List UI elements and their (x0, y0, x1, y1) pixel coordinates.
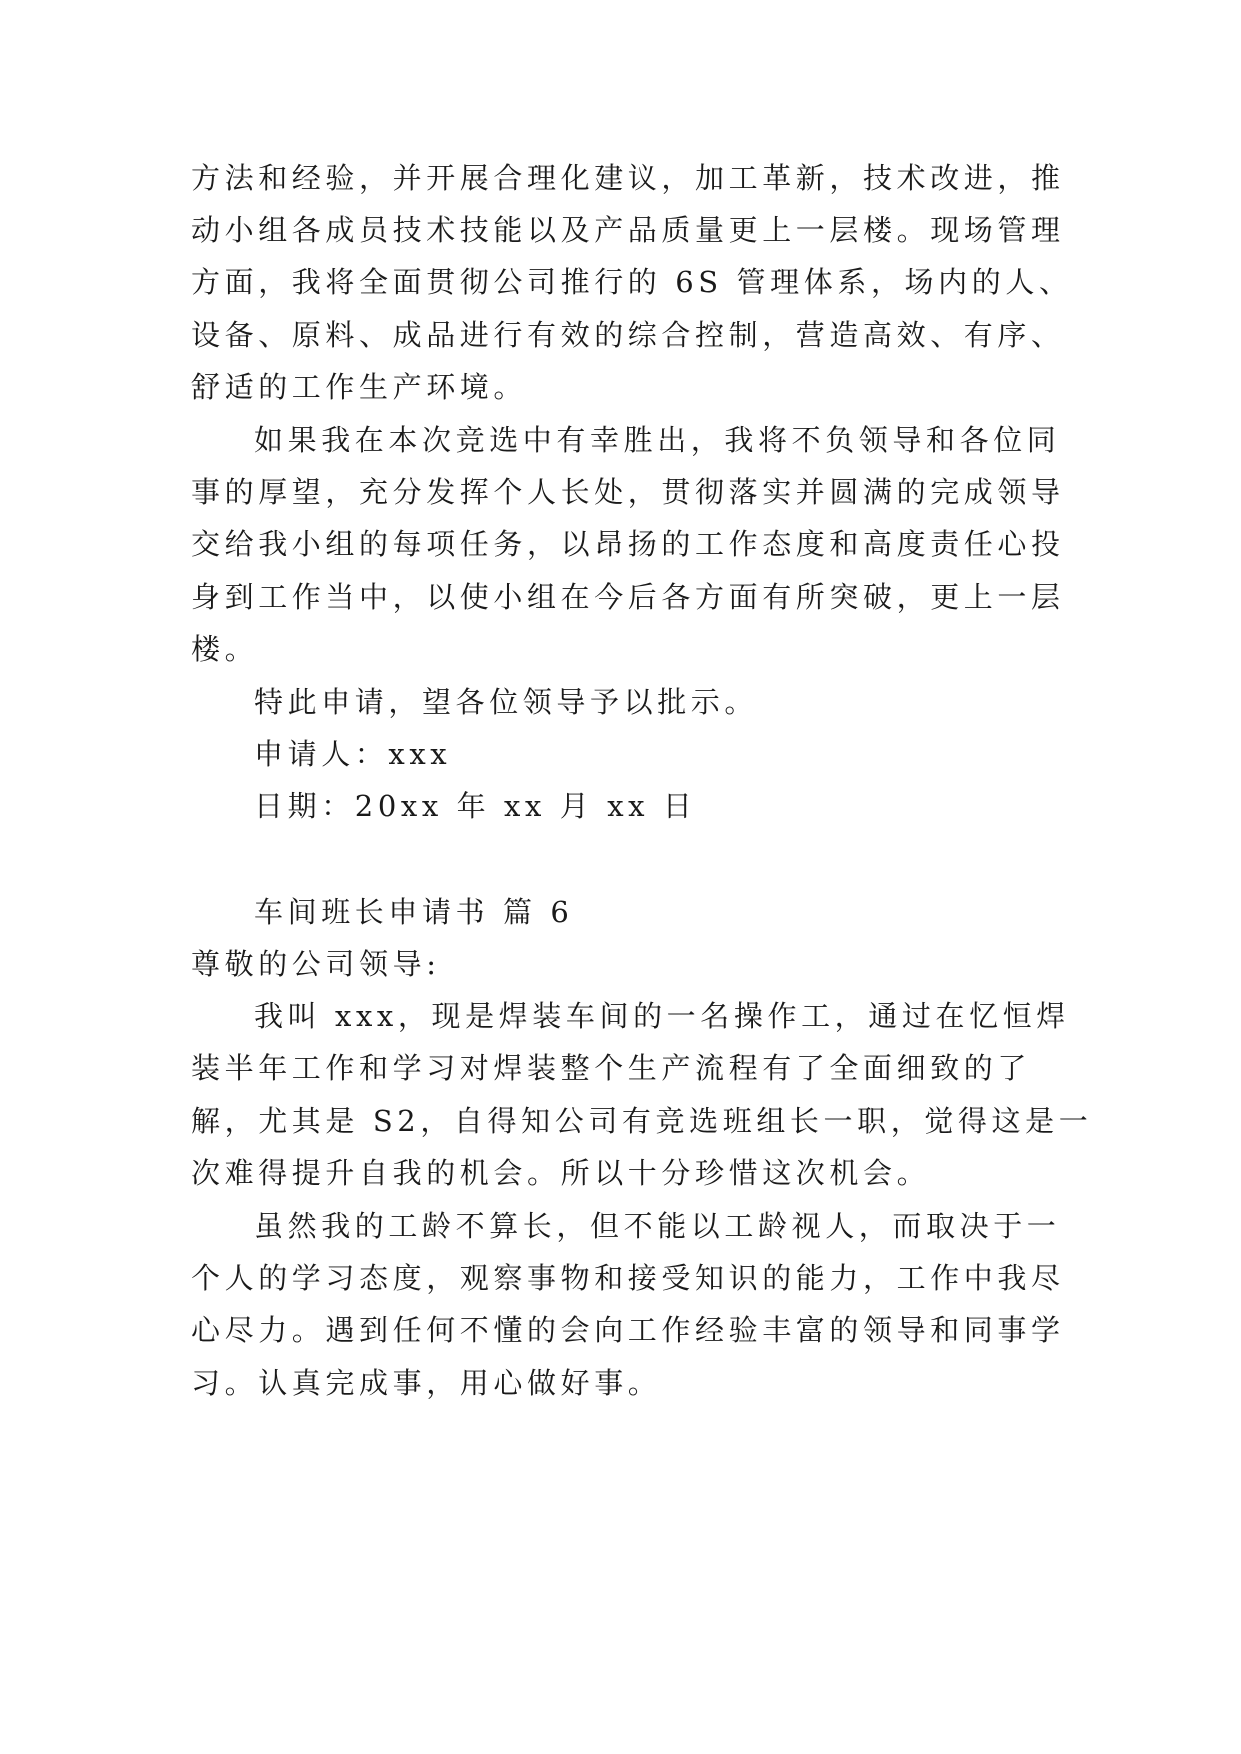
paragraph-line: 习。认真完成事，用心做好事。 (191, 1366, 662, 1400)
paragraph-line: 动小组各成员技术技能以及产品质量更上一层楼。现场管理 (191, 213, 1065, 247)
paragraph-line: 如果我在本次竞选中有幸胜出，我将不负领导和各位同 (254, 423, 1061, 457)
paragraph-line: 我叫 xxx，现是焊装车间的一名操作工，通过在忆恒焊 (254, 999, 1070, 1033)
closing-line: 特此申请，望各位领导予以批示。 (254, 685, 759, 719)
paragraph-line: 次难得提升自我的机会。所以十分珍惜这次机会。 (191, 1156, 931, 1190)
paragraph-line: 个人的学习态度，观察事物和接受知识的能力，工作中我尽 (191, 1261, 1065, 1295)
paragraph-line: 楼。 (191, 632, 259, 666)
paragraph-line: 装半年工作和学习对焊装整个生产流程有了全面细致的了 (191, 1051, 1032, 1085)
paragraph-line: 舒适的工作生产环境。 (191, 370, 528, 404)
paragraph-line: 虽然我的工龄不算长，但不能以工龄视人，而取决于一 (254, 1209, 1061, 1243)
applicant-line: 申请人：xxx (254, 737, 452, 771)
paragraph-line: 事的厚望，充分发挥个人长处，贯彻落实并圆满的完成领导 (191, 475, 1065, 509)
paragraph-line: 心尽力。遇到任何不懂的会向工作经验丰富的领导和同事学 (191, 1313, 1065, 1347)
section-title: 车间班长申请书 篇 6 (254, 895, 574, 929)
paragraph-line: 交给我小组的每项任务，以昂扬的工作态度和高度责任心投 (191, 527, 1065, 561)
paragraph-line: 设备、原料、成品进行有效的综合控制，营造高效、有序、 (191, 318, 1065, 352)
paragraph-line: 方面，我将全面贯彻公司推行的 6S 管理体系，场内的人、 (191, 265, 1073, 299)
paragraph-line: 身到工作当中，以使小组在今后各方面有所突破，更上一层 (191, 580, 1065, 614)
salutation: 尊敬的公司领导: (191, 947, 441, 981)
paragraph-line: 解，尤其是 S2，自得知公司有竞选班组长一职，觉得这是一 (191, 1104, 1093, 1138)
date-line: 日期：20xx 年 xx 月 xx 日 (254, 789, 697, 823)
paragraph-line: 方法和经验，并开展合理化建议，加工革新，技术改进，推 (191, 161, 1065, 195)
